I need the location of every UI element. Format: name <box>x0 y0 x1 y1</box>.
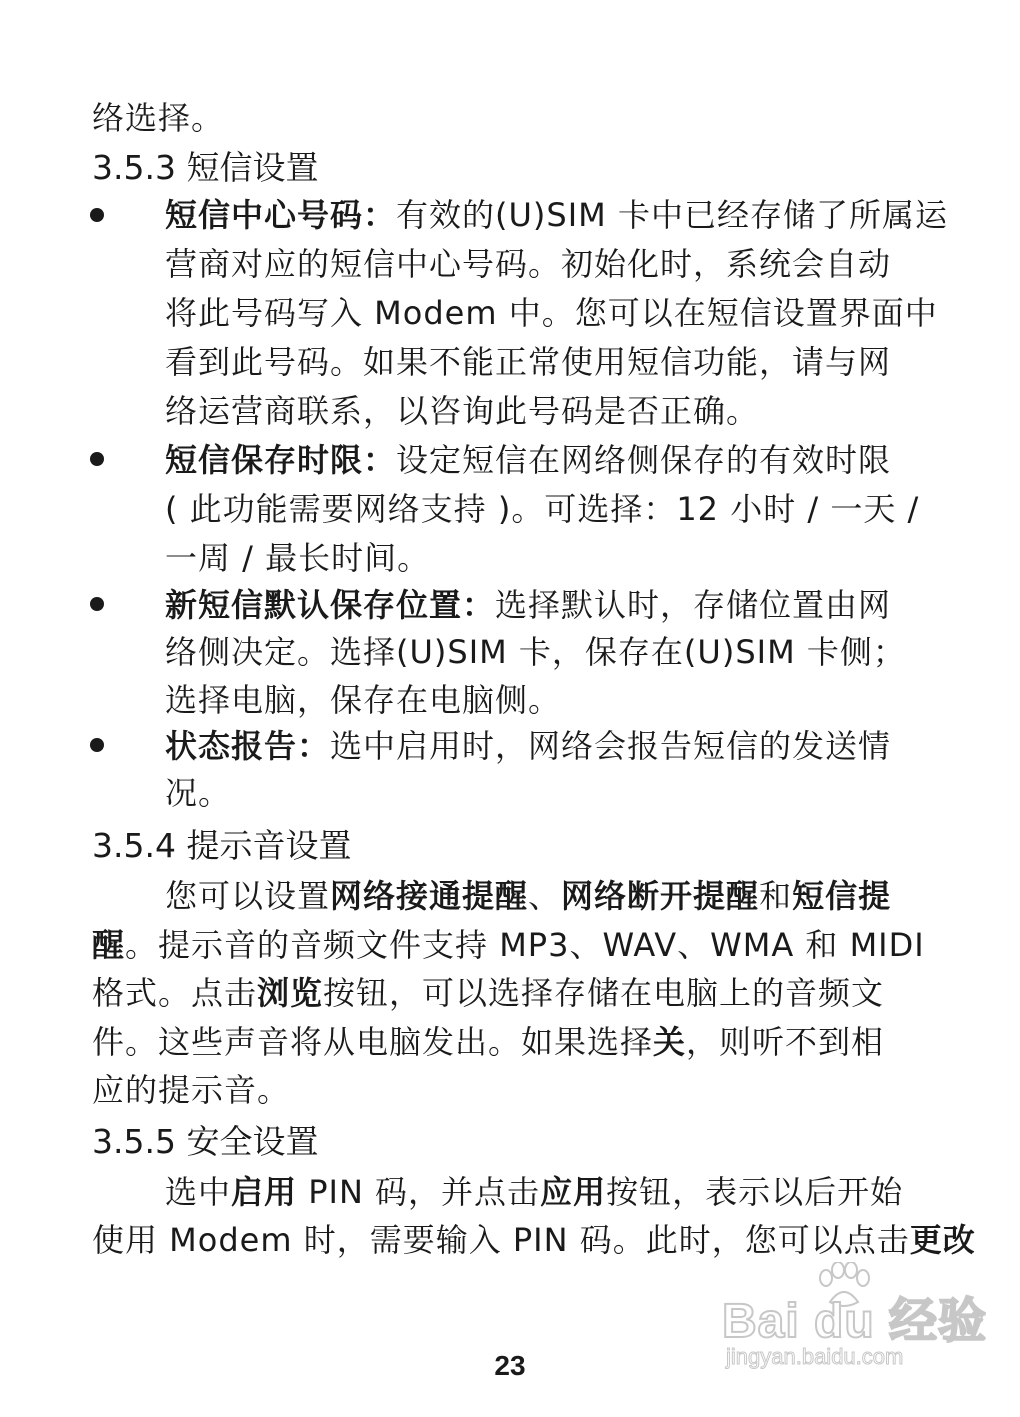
p354-term-network-connect: 网络接通提醒 <box>330 877 529 915</box>
baidu-jingyan-watermark <box>722 1262 988 1382</box>
bullet-3-line-1 <box>165 585 891 625</box>
bullet-2-line-2: ( 此功能需要网络支持 )。可选择：12 小时 / 一天 / <box>165 490 920 528</box>
p355-text: 使用 Modem 时，需要输入 PIN 码。此时，您可以点击 <box>92 1221 910 1259</box>
bullet-icon <box>90 452 104 466</box>
bullet-3-line-3: 选择电脑，保存在电脑侧。 <box>165 681 562 719</box>
bullet-2-text-1: 设定短信在网络侧保存的有效时限 <box>396 441 892 479</box>
bullet-1-term: 短信中心号码： <box>165 196 397 234</box>
page-number: 23 <box>494 1350 526 1381</box>
p355-term-enable: 启用 <box>231 1173 298 1211</box>
p354-line-4 <box>92 1022 884 1062</box>
p354-text: 件。这些声音将从电脑发出。如果选择 <box>92 1023 654 1061</box>
bullet-3-term: 新短信默认保存位置： <box>165 586 496 624</box>
bullet-4-line-1 <box>165 726 891 766</box>
p355-text: 选中 <box>165 1173 232 1211</box>
bullet-1-line-2: 营商对应的短信中心号码。初始化时，系统会自动 <box>165 245 892 283</box>
p354-term-browse: 浏览 <box>257 974 324 1012</box>
watermark-logo-text: Bai du 经验 <box>722 1295 988 1348</box>
p354-term-sms-reminder: 短信提 <box>792 877 892 915</box>
p355-line-1 <box>165 1172 903 1212</box>
bullet-2-term: 短信保存时限： <box>165 441 397 479</box>
section-heading-3-5-3: 3.5.3 短信设置 <box>92 148 319 187</box>
p354-line-2 <box>92 925 925 965</box>
p354-line-5: 应的提示音。 <box>92 1071 291 1109</box>
bullet-2-line-3: 一周 / 最长时间。 <box>165 539 431 577</box>
bullet-1-text-1: 有效的(U)SIM 卡中已经存储了所属运 <box>396 196 948 234</box>
bullet-1-line-3: 将此号码写入 Modem 中。您可以在短信设置界面中 <box>165 294 938 332</box>
bullet-1-line-1 <box>165 195 948 235</box>
p354-term-off: 关 <box>653 1023 687 1061</box>
p354-term-sms-reminder-end: 醒 <box>92 926 126 964</box>
p354-text: 格式。点击 <box>92 974 258 1012</box>
bullet-4-term: 状态报告： <box>165 727 331 765</box>
p354-text: 您可以设置 <box>165 877 331 915</box>
section-heading-3-5-5: 3.5.5 安全设置 <box>92 1122 319 1161</box>
p355-term-apply: 应用 <box>540 1173 607 1211</box>
continuation-text: 络选择。 <box>92 99 225 137</box>
p355-text: PIN 码，并点击 <box>297 1173 541 1211</box>
p354-text: ，则听不到相 <box>686 1023 885 1061</box>
bullet-icon <box>90 738 104 752</box>
p355-line-2 <box>92 1220 976 1260</box>
p355-text: 按钮，表示以后开始 <box>606 1173 904 1211</box>
section-heading-3-5-4: 3.5.4 提示音设置 <box>92 826 352 865</box>
bullet-4-line-2: 况。 <box>165 774 232 812</box>
bullet-icon <box>90 597 104 611</box>
bullet-1-line-5: 络运营商联系，以咨询此号码是否正确。 <box>165 392 760 430</box>
bullet-1-line-4: 看到此号码。如果不能正常使用短信功能，请与网 <box>165 343 892 381</box>
bullet-icon <box>90 208 104 222</box>
bullet-3-text-1: 选择默认时，存储位置由网 <box>495 586 892 624</box>
p354-text: 、 <box>528 877 562 915</box>
watermark-url-text: jingyan.baidu.com <box>726 1344 904 1369</box>
p354-line-1 <box>165 876 891 916</box>
p355-term-change: 更改 <box>909 1221 976 1259</box>
p354-term-network-disconnect: 网络断开提醒 <box>561 877 760 915</box>
bullet-4-text-1: 选中启用时，网络会报告短信的发送情 <box>330 727 892 765</box>
bullet-2-line-1 <box>165 440 891 480</box>
p354-line-3 <box>92 973 884 1013</box>
p354-text: 。提示音的音频文件支持 MP3、WAV、WMA 和 MIDI <box>125 926 925 964</box>
p354-text: 和 <box>759 877 793 915</box>
bullet-3-line-2: 络侧决定。选择(U)SIM 卡，保存在(U)SIM 卡侧； <box>165 633 906 671</box>
p354-text: 按钮，可以选择存储在电脑上的音频文 <box>323 974 885 1012</box>
